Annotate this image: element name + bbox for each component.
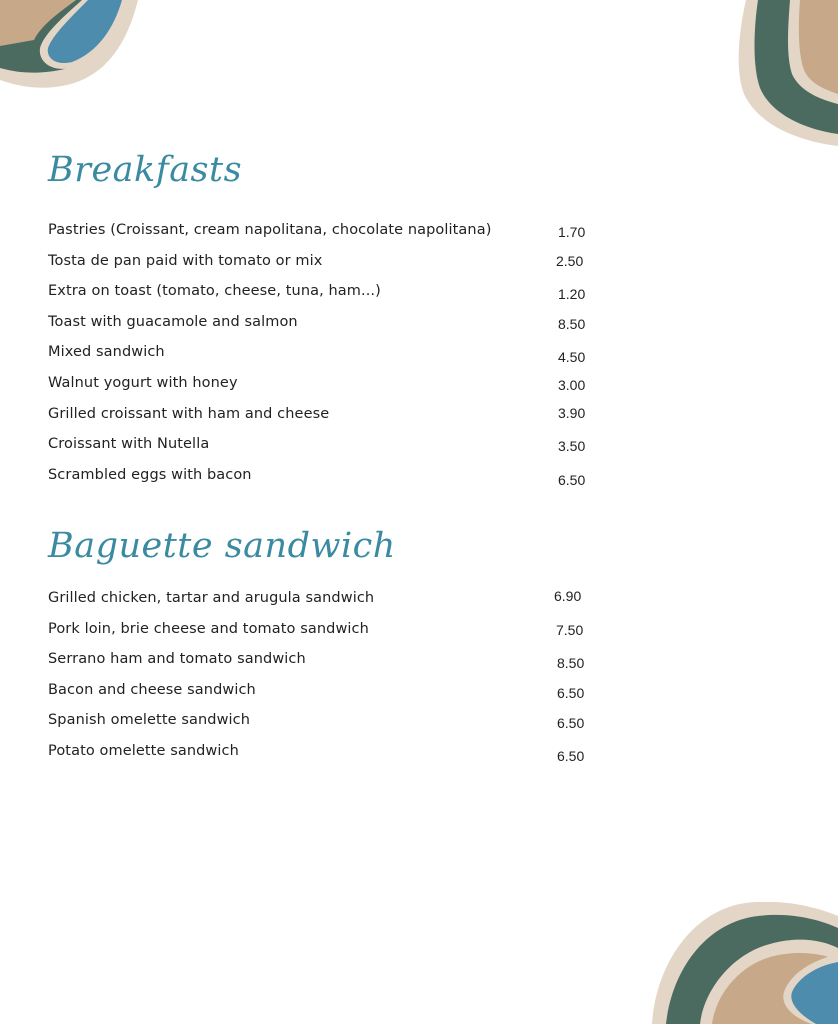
item-price: 6.50 [558, 471, 586, 488]
menu-item [48, 404, 608, 435]
item-price: 3.00 [558, 376, 586, 393]
baguette-sandwich-menu-list [48, 588, 608, 772]
item-name: Bacon and cheese sandwich [48, 681, 256, 698]
item-price: 4.50 [558, 349, 586, 366]
item-price: 3.50 [558, 438, 586, 455]
item-name: Walnut yogurt with honey [48, 374, 238, 391]
menu-item [48, 373, 608, 404]
item-price: 6.50 [557, 684, 585, 701]
menu-item [48, 680, 608, 711]
item-price: 8.50 [557, 655, 585, 672]
bottom-right-wave-decoration [652, 902, 838, 1024]
top-right-wave-decoration [738, 0, 838, 148]
item-name: Serrano ham and tomato sandwich [48, 651, 306, 668]
item-price: 3.90 [558, 404, 586, 421]
item-name: Pastries (Croissant, cream napolitana, chocolate napolitana) [48, 222, 492, 238]
menu-item [48, 710, 608, 741]
item-name: Spanish omelette sandwich [48, 712, 251, 729]
item-price: 2.50 [556, 252, 584, 269]
item-price: 1.70 [558, 224, 586, 240]
item-price: 6.50 [557, 747, 585, 764]
menu-item [48, 312, 608, 343]
item-name: Toast with guacamole and salmon [48, 313, 298, 330]
breakfasts-section-title: Breakfasts [48, 150, 243, 190]
menu-item [48, 220, 608, 251]
menu-item [48, 465, 608, 496]
menu-item [48, 251, 608, 282]
menu-item [48, 281, 608, 312]
item-price: 7.50 [556, 621, 584, 638]
top-left-wave-decoration [0, 0, 140, 92]
item-name: Grilled chicken, tartar and arugula sandwich [48, 590, 375, 606]
item-name: Croissant with Nutella [48, 436, 210, 453]
menu-item [48, 342, 608, 373]
menu-item [48, 588, 608, 619]
breakfasts-menu-list [48, 220, 608, 495]
baguette-sandwich-section-title: Baguette sandwich [48, 526, 396, 566]
item-price: 1.20 [558, 286, 586, 303]
menu-item [48, 434, 608, 465]
menu-item [48, 741, 608, 772]
item-name: Grilled croissant with ham and cheese [48, 405, 330, 422]
item-price: 8.50 [558, 315, 586, 332]
item-name: Mixed sandwich [48, 344, 165, 361]
item-name: Extra on toast (tomato, cheese, tuna, ham...) [48, 283, 381, 300]
item-name: Scrambled eggs with bacon [48, 466, 252, 483]
item-name: Pork loin, brie cheese and tomato sandwich [48, 620, 369, 637]
item-price: 6.50 [557, 715, 585, 732]
item-name: Potato omelette sandwich [48, 742, 239, 759]
menu-item [48, 649, 608, 680]
item-name: Tosta de pan paid with tomato or mix [48, 252, 323, 269]
item-price: 6.90 [554, 588, 582, 604]
menu-item [48, 619, 608, 650]
